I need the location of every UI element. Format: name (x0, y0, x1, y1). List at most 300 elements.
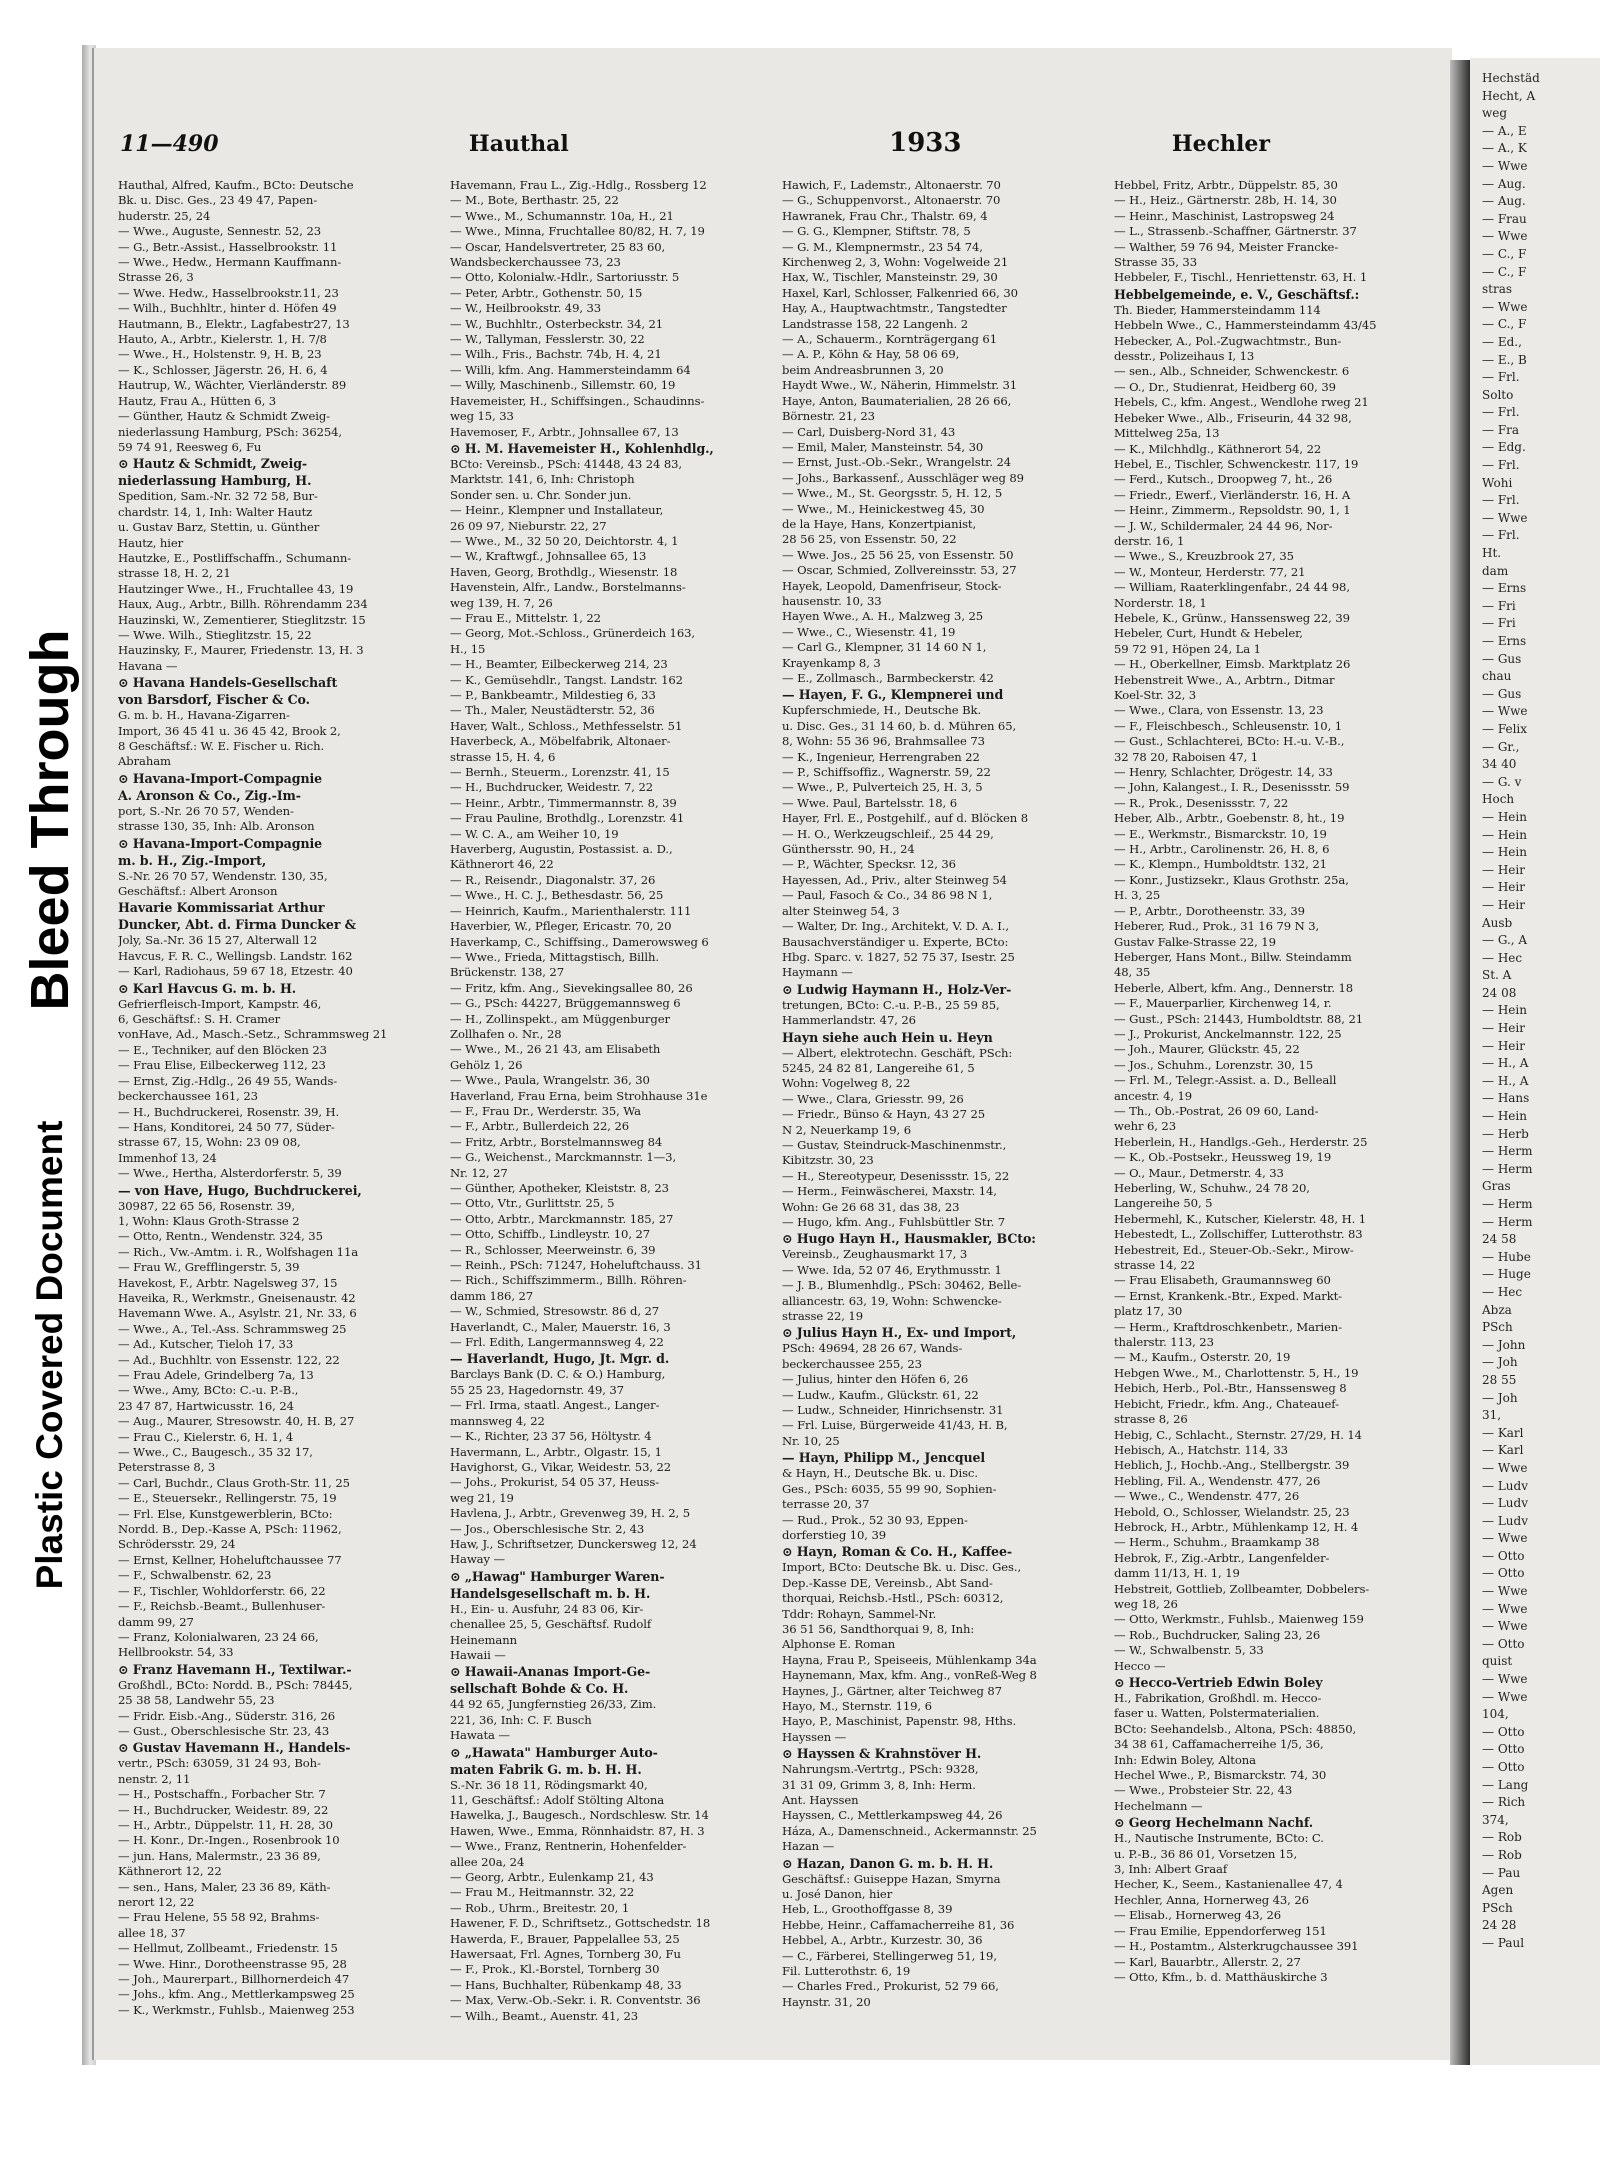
directory-entry-line: — P., Bankbeamtr., Mildestieg 6, 33 (450, 688, 656, 702)
facing-page-line: 34 40 (1482, 757, 1517, 772)
directory-entry-line: — Wwe., C., Baugesch., 35 32 17, (118, 1445, 313, 1460)
facing-page-line: — Herm (1482, 1197, 1533, 1211)
directory-entry-line: — O., Dr., Studienrat, Heidberg 60, 39 (1114, 379, 1336, 394)
directory-entry-line: 59 74 91, Reesweg 6, Fu (118, 439, 262, 454)
bleed-through-label: Bleed Through (20, 629, 80, 1011)
directory-entry-line: Nordd. B., Dep.-Kasse A, PSch: 11962, (118, 1522, 342, 1537)
directory-entry-line: H., Ein- u. Ausfuhr, 24 83 06, Kir- (450, 1601, 644, 1616)
facing-page-line: — Lang (1482, 1777, 1529, 1792)
facing-page-line: — Pau (1482, 1865, 1521, 1880)
directory-entry-line: Hautrup, W., Wächter, Vierländerstr. 89 (118, 378, 347, 393)
directory-entry-line: — K., Ob.-Postsekr., Heussweg 19, 19 (1114, 1150, 1332, 1165)
facing-page-line: Abza (1482, 1302, 1512, 1317)
directory-entry-line: ⊙ Gustav Havemann H., Handels- (118, 1740, 351, 1756)
directory-entry-line: H., 15 (450, 641, 486, 656)
directory-entry-line: — F., Schwalbenstr. 62, 23 (118, 1568, 272, 1583)
directory-entry-line: Hautzke, E., Postliffschaffn., Schumann- (118, 550, 352, 565)
directory-entry-line: — Fridr. Eisb.-Ang., Süderstr. 316, 26 (118, 1708, 336, 1723)
directory-entry-line: Norderstr. 18, 1 (1114, 595, 1207, 610)
directory-entry-line: — Frau C., Kielerstr. 6, H. 1, 4 (118, 1429, 294, 1444)
directory-entry-line: — Wwe. Ida, 52 07 46, Erythmusstr. 1 (782, 1262, 1002, 1277)
directory-entry-line: Hay, A., Hauptwachtmstr., Tangstedter (782, 301, 1007, 316)
facing-page-line: 24 08 (1482, 985, 1517, 1000)
directory-entry-line: 48, 35 (1114, 965, 1151, 980)
directory-entry-line: ⊙ Hawaii-Ananas Import-Ge- (450, 1664, 651, 1680)
directory-entry-line: — H., Buchdruckerei, Rosenstr. 39, H. (118, 1104, 340, 1119)
directory-entry-line: 25 38 58, Landwehr 55, 23 (118, 1693, 275, 1708)
facing-page-line: — Heir (1482, 1038, 1525, 1053)
facing-page-line: — Otto (1482, 1742, 1525, 1757)
facing-page-line: — G. v (1482, 774, 1522, 789)
directory-entry-line: Havcus, F. R. C., Wellingsb. Landstr. 162 (118, 948, 353, 963)
facing-page-line: — Herb (1482, 1126, 1529, 1141)
directory-entry-line: ⊙ Ludwig Haymann H., Holz-Ver- (782, 981, 1012, 997)
directory-entry-line: — Jos., Schuhm., Lorenzstr. 30, 15 (1114, 1057, 1314, 1072)
directory-entry-line: Hecher, K., Seem., Kastanienallee 47, 4 (1114, 1877, 1343, 1892)
directory-entry-line: Haw, J., Schriftsetzer, Dunckersweg 12, 24 (450, 1536, 697, 1551)
facing-page-line: — Heir (1482, 897, 1525, 912)
directory-entry-line: — W., Tallyman, Fesslerstr. 30, 22 (450, 332, 645, 347)
directory-entry-line: Hecco — (1114, 1658, 1166, 1673)
directory-entry-line: Abraham (118, 754, 171, 769)
directory-entry-line: — Th., Maler, Neustädterstr. 52, 36 (450, 703, 655, 718)
directory-entry-line: — J. W., Schildermaler, 24 44 96, Nor- (1114, 518, 1333, 533)
directory-entry-line: — P., Wächter, Specksr. 12, 36 (782, 857, 956, 872)
directory-entry-line: nenstr. 2, 11 (118, 1771, 191, 1786)
directory-entry-line: strasse 130, 35, Inh: Alb. Aronson (118, 819, 315, 834)
header-right-keyword: Hechler (1171, 131, 1270, 157)
directory-entry-line: — Heinr., Maschinist, Lastropsweg 24 (1114, 208, 1335, 223)
directory-entry-line: — Frl. Luise, Bürgerweide 41/43, H. B, (782, 1418, 1008, 1433)
facing-page-line: — Herm (1482, 1214, 1533, 1229)
facing-page-line: — Wwe (1482, 704, 1528, 719)
directory-entry-line: ancestr. 4, 19 (1114, 1088, 1193, 1103)
facing-page-line: chau (1482, 669, 1512, 684)
directory-entry-line: Hayn siehe auch Hein u. Heyn (782, 1029, 993, 1045)
directory-entry-line: Krayenkamp 8, 3 (782, 655, 881, 670)
directory-entry-line: S.-Nr. 26 70 57, Wendenstr. 130, 35, (118, 868, 328, 883)
directory-entry-line: — Rud., Prok., 52 30 93, Eppen- (782, 1512, 968, 1527)
directory-entry-line: G. m. b. H., Havana-Zigarren- (118, 708, 290, 723)
facing-page-line: Hoch (1482, 792, 1515, 807)
directory-entry-line: — Wwe. Paul, Bartelsstr. 18, 6 (782, 795, 957, 810)
directory-entry-line: Handelsgesellschaft m. b. H. (450, 1585, 651, 1601)
facing-page-line: — Wwe (1482, 1584, 1528, 1599)
directory-entry-line: PSch: 49694, 28 26 67, Wands- (782, 1341, 963, 1356)
directory-entry-line: Hayek, Leopold, Damenfriseur, Stock- (782, 578, 1002, 593)
directory-entry-line: Fil. Lutterothstr. 6, 19 (782, 1964, 911, 1979)
directory-entry-line: Hayo, P., Maschinist, Papenstr. 98, Hths. (782, 1714, 1017, 1729)
facing-page-line: 28 55 (1482, 1372, 1517, 1387)
directory-entry-line: Hautzinger Wwe., H., Fruchtallee 43, 19 (118, 581, 354, 596)
facing-page-line: — Heir (1482, 880, 1525, 895)
directory-entry-line: — Ludw., Kaufm., Glückstr. 61, 22 (782, 1387, 979, 1402)
directory-entry-line: platz 17, 30 (1114, 1304, 1183, 1319)
directory-entry-line: Großhdl., BCto: Nordd. B., PSch: 78445, (118, 1677, 353, 1692)
directory-entry-line: Zollhafen o. Nr., 28 (450, 1026, 562, 1041)
directory-entry-line: strasse 14, 22 (1114, 1258, 1195, 1273)
directory-entry-line: N 2, Neuerkamp 19, 6 (782, 1122, 911, 1137)
directory-entry-line: u. Disc. Ges., 31 14 60, b. d. Mühren 65, (782, 718, 1017, 733)
directory-entry-line: Hebenstreit Wwe., A., Arbtrn., Ditmar (1114, 672, 1335, 687)
directory-entry-line: Wohn: Ge 26 68 31, das 38, 23 (782, 1199, 960, 1214)
directory-entry-line: Peterstrasse 8, 3 (118, 1460, 216, 1475)
facing-page-line: Gras (1482, 1179, 1511, 1194)
directory-entry-line: Havemeister, H., Schiffsingen., Schaudinns- (450, 393, 705, 408)
directory-entry-line: — Frl. M., Telegr.-Assist. a. D., Belleall (1114, 1073, 1337, 1088)
directory-entry-line: — K., Klempn., Humboldtstr. 132, 21 (1114, 857, 1327, 872)
directory-entry-line: — M., Kaufm., Osterstr. 20, 19 (1114, 1350, 1291, 1365)
directory-entry-line: Havemoser, F., Arbtr., Johnsallee 67, 13 (450, 424, 679, 439)
directory-entry-line: ⊙ Franz Havemann H., Textilwar.- (118, 1661, 352, 1677)
directory-entry-line: u. Gustav Barz, Stettin, u. Günther (118, 520, 320, 535)
directory-entry-line: 59 72 91, Höpen 24, La 1 (1114, 641, 1261, 656)
directory-entry-line: — Ferd., Kutsch., Droopweg 7, ht., 26 (1114, 472, 1333, 487)
directory-entry-line: Nr. 12, 27 (450, 1165, 508, 1180)
directory-entry-line: Havarie Kommissariat Arthur (118, 900, 325, 916)
directory-entry-line: beim Andreasbrunnen 3, 20 (782, 362, 944, 377)
directory-entry-line: Hayssen — (782, 1729, 847, 1744)
directory-entry-line: Käthnerort 12, 22 (118, 1864, 222, 1879)
directory-entry-line: — Wwe., Probsteier Str. 22, 43 (1114, 1783, 1293, 1798)
facing-page-line: — Wwe (1482, 1619, 1528, 1634)
directory-entry-line: de la Haye, Hans, Konzertpianist, (782, 516, 977, 531)
directory-entry-line: ⊙ „Hawata" Hamburger Auto- (450, 1744, 658, 1760)
directory-entry-line: — Gust., PSch: 21443, Humboldtstr. 88, 21 (1114, 1011, 1364, 1026)
directory-entry-line: Heberle, Albert, kfm. Ang., Dennerstr. 18 (1114, 980, 1354, 995)
directory-entry-line: Heberlein, H., Handlgs.-Geh., Herderstr. 25 (1114, 1134, 1368, 1149)
directory-entry-line: Mittelweg 25a, 13 (1114, 426, 1220, 441)
directory-entry-line: A. Aronson & Co., Zig.-Im- (118, 787, 301, 803)
directory-entry-line: wehr 6, 23 (1114, 1119, 1176, 1134)
directory-entry-line: 6, Geschäftsf.: S. H. Cramer (118, 1012, 281, 1027)
directory-entry-line: Haux, Aug., Arbtr., Billh. Röhrendamm 234 (118, 597, 368, 612)
directory-entry-line: Hebeker Wwe., Alb., Friseurin, 44 32 98, (1114, 410, 1352, 425)
directory-entry-line: Heinemann (450, 1632, 517, 1647)
directory-entry-line: — G., Weichenst., Marckmannstr. 1—3, (450, 1150, 677, 1165)
facing-page-line: — Wwe (1482, 158, 1528, 173)
directory-entry-line: — E., Werkmstr., Bismarckstr. 10, 19 (1114, 826, 1327, 841)
facing-page-line: stras (1482, 282, 1513, 297)
directory-entry-line: — Wwe., M., 26 21 43, am Elisabeth (450, 1042, 661, 1057)
directory-entry-line: Hebisch, A., Hatchstr. 114, 33 (1114, 1442, 1288, 1457)
directory-entry-line: Hebold, O., Schlosser, Wielandstr. 25, 23 (1114, 1504, 1350, 1519)
directory-entry-line: ⊙ „Hawag" Hamburger Waren- (450, 1568, 665, 1584)
directory-entry-line: Hayer, Frl. E., Postgehilf., auf d. Blöcken 8 (782, 811, 1029, 826)
directory-entry-line: Hayen Wwe., A. H., Malzweg 3, 25 (782, 609, 984, 624)
directory-entry-line: Hax, W., Tischler, Mansteinstr. 29, 30 (782, 270, 998, 285)
directory-entry-line: — K., Richter, 23 37 56, Höltystr. 4 (450, 1429, 652, 1444)
directory-entry-line: — K., Schlosser, Jägerstr. 26, H. 6, 4 (118, 362, 328, 377)
directory-entry-line: — Wwe. Wilh., Stieglitzstr. 15, 22 (118, 627, 312, 642)
directory-entry-line: — K., Ingenieur, Herrengraben 22 (782, 749, 980, 764)
directory-entry-line: — Charles Fred., Prokurist, 52 79 66, (782, 1979, 999, 1994)
facing-page-line: St. A (1482, 968, 1512, 983)
directory-entry-line: — Ernst, Krankenk.-Btr., Exped. Markt- (1114, 1288, 1343, 1303)
facing-page-line: — Hube (1482, 1249, 1531, 1264)
directory-entry-line: faser u. Watten, Polstermaterialien. (1114, 1706, 1320, 1721)
directory-entry-line: Immenhof 13, 24 (118, 1150, 217, 1165)
facing-page-line: — Hein (1482, 827, 1527, 842)
directory-entry-line: Hebrock, H., Arbtr., Mühlenkamp 12, H. 4 (1114, 1519, 1359, 1534)
facing-page-line: — Huge (1482, 1267, 1531, 1282)
facing-page-line: — Wwe (1482, 1531, 1528, 1546)
directory-entry-line: — Ernst, Zig.-Hdlg., 26 49 55, Wands- (118, 1073, 338, 1088)
directory-entry-line: — Friedr., Bünso & Hayn, 43 27 25 (782, 1107, 985, 1122)
directory-entry-line: BCto: Vereinsb., PSch: 41448, 43 24 83, (450, 456, 682, 471)
directory-entry-line: — A., Schauerm., Kornträgergang 61 (782, 332, 997, 347)
directory-entry-line: — Hayn, Philipp M., Jencquel (782, 1450, 986, 1466)
directory-entry-line: — W., Schmied, Stresowstr. 86 d, 27 (450, 1304, 660, 1319)
directory-entry-line: — Ad., Kutscher, Tieloh 17, 33 (118, 1337, 294, 1352)
directory-entry-line: — P., Schiffsoffiz., Wagnerstr. 59, 22 (782, 765, 991, 780)
directory-entry-line: Hebig, C., Schlacht., Sternstr. 27/29, H. 14 (1114, 1427, 1362, 1442)
facing-page-line: Agen (1482, 1883, 1514, 1898)
directory-entry-line: Hebbel, A., Arbtr., Kurzestr. 30, 36 (782, 1933, 983, 1948)
facing-page-line: 24 28 (1482, 1918, 1517, 1933)
directory-column-3 (782, 178, 1104, 2048)
facing-page-line: Hecht, A (1482, 88, 1536, 103)
directory-entry-line: — W., Heilbrookstr. 49, 33 (450, 301, 602, 316)
facing-page-line: — Wwe (1482, 1672, 1528, 1687)
directory-entry-line: ⊙ Hazan, Danon G. m. b. H. H. (782, 1855, 994, 1871)
directory-entry-line: Tddr: Rohayn, Sammel-Nr. (782, 1606, 937, 1621)
directory-entry-line: — von Have, Hugo, Buchdruckerei, (118, 1182, 362, 1198)
directory-entry-line: Hauto, A., Arbtr., Kielerstr. 1, H. 7/8 (118, 332, 327, 347)
directory-entry-line: port, S.-Nr. 26 70 57, Wenden- (118, 803, 294, 818)
directory-entry-line: — Herm., Schuhm., Braamkamp 38 (1114, 1535, 1320, 1550)
directory-entry-line: — Frau M., Heitmannstr. 32, 22 (450, 1885, 635, 1900)
directory-entry-line: Hauzinski, W., Zementierer, Stieglitzstr. 15 (118, 612, 366, 627)
directory-entry-line: 1, Wohn: Klaus Groth-Strasse 2 (118, 1213, 300, 1228)
facing-page-line: — Paul (1482, 1935, 1525, 1950)
directory-entry-line: ⊙ Julius Hayn H., Ex- und Import, (782, 1325, 1017, 1341)
facing-page-line: — Felix (1482, 721, 1528, 736)
facing-page-line: weg (1482, 106, 1508, 121)
directory-entry-line: — Wwe., S., Kreuzbrook 27, 35 (1114, 549, 1294, 564)
directory-entry-line: — Wwe., Amy, BCto: C.-u. P.-B., (118, 1383, 299, 1398)
directory-entry-line: — Heinr., Klempner und Installateur, (450, 503, 664, 518)
directory-entry-line: alter Steinweg 54, 3 (782, 903, 900, 918)
directory-entry-line: — K., Milchhdlg., Käthnerort 54, 22 (1114, 441, 1322, 456)
facing-page-line: — Frl. (1482, 458, 1520, 473)
facing-page-line: — Joh (1482, 1355, 1518, 1370)
directory-entry-line: — Gust., Oberschlesische Str. 23, 43 (118, 1723, 330, 1738)
directory-entry-line: — Jos., Oberschlesische Str. 2, 43 (450, 1521, 645, 1536)
directory-entry-line: — John, Kalangest., I. R., Desenissstr. 59 (1114, 780, 1350, 795)
directory-entry-line: — F., Arbtr., Bullerdeich 22, 26 (450, 1119, 630, 1134)
directory-entry-line: — Frl. Else, Kunstgewerblerin, BCto: (118, 1506, 333, 1521)
directory-entry-line: — R., Prok., Desenissstr. 7, 22 (1114, 795, 1289, 810)
directory-entry-line: — Frau E., Mittelstr. 1, 22 (450, 610, 601, 625)
directory-entry-line: — Fritz, Arbtr., Borstelmannsweg 84 (450, 1134, 663, 1149)
directory-entry-line: damm 186, 27 (450, 1288, 534, 1303)
facing-page-line: — Joh (1482, 1390, 1518, 1405)
facing-page-line: — Wwe (1482, 1689, 1528, 1704)
directory-entry-line: Haveika, R., Werkmstr., Gneisenaustr. 42 (118, 1290, 356, 1305)
directory-entry-line: Havenstein, Alfr., Landw., Borstelmanns- (450, 580, 686, 595)
facing-page-line: — Herm (1482, 1144, 1533, 1159)
directory-entry-line: 31 31 09, Grimm 3, 8, Inh: Herm. (782, 1777, 976, 1792)
facing-page-line: Hechstäd (1482, 71, 1540, 85)
facing-page-line: — Karl (1482, 1425, 1524, 1440)
directory-entry-line: — H., Heiz., Gärtnerstr. 28b, H. 14, 30 (1114, 193, 1337, 208)
directory-entry-line: Wohn: Vogelweg 8, 22 (782, 1076, 911, 1091)
directory-entry-line: — Friedr., Ewerf., Vierländerstr. 16, H. A (1114, 487, 1351, 502)
facing-page-line: — E., B (1482, 352, 1527, 367)
directory-entry-line: — Otto, Kolonialw.-Hdlr., Sartoriusstr. 5 (450, 270, 680, 285)
directory-entry-line: — Hugo, kfm. Ang., Fuhlsbüttler Str. 7 (782, 1215, 1006, 1229)
directory-entry-line: Duncker, Abt. d. Firma Duncker & (118, 917, 356, 933)
directory-entry-line: Heb, L., Groothoffgasse 8, 39 (782, 1902, 953, 1917)
directory-entry-line: Dep.-Kasse DE, Vereinsb., Abt Sand- (782, 1575, 993, 1590)
directory-entry-line: — Hans, Buchhalter, Rübenkamp 48, 33 (450, 1977, 682, 1992)
directory-entry-line: Hawelka, J., Baugesch., Nordschlesw. Str. 14 (450, 1808, 709, 1823)
page-number: 11—490 (120, 131, 219, 157)
directory-entry-line: 8 Geschäftsf.: W. E. Fischer u. Rich. (118, 739, 325, 753)
facing-page-line: — Ed., (1482, 334, 1522, 349)
directory-entry-line: Hebrok, F., Zig.-Arbtr., Langenfelder- (1114, 1550, 1330, 1565)
directory-entry-line: — Joh., Maurer, Glückstr. 45, 22 (1114, 1042, 1300, 1057)
directory-entry-line: H. 3, 25 (1114, 888, 1161, 903)
directory-entry-line: Hechel Wwe., P., Bismarckstr. 74, 30 (1114, 1768, 1327, 1783)
directory-entry-line: Gehölz 1, 26 (450, 1057, 523, 1072)
directory-entry-line: — Wwe., C., Wiesenstr. 41, 19 (782, 624, 956, 639)
directory-entry-line: Havekost, F., Arbtr. Nagelsweg 37, 15 (118, 1275, 338, 1290)
directory-entry-line: strasse 8, 26 (1114, 1412, 1188, 1427)
facing-page-line: — Otto (1482, 1636, 1525, 1651)
directory-entry-line: weg 139, H. 7, 26 (450, 595, 553, 610)
directory-entry-line: — H., Beamter, Eilbeckerweg 214, 23 (450, 657, 668, 672)
directory-entry-line: — Otto, Schiffb., Lindleystr. 10, 27 (450, 1227, 651, 1242)
directory-entry-line: Hauzinsky, F., Maurer, Friedenstr. 13, H. 3 (118, 643, 364, 658)
directory-entry-line: — H., Postamtm., Alsterkrugchaussee 391 (1114, 1939, 1359, 1954)
directory-entry-line: — Th., Ob.-Postrat, 26 09 60, Land- (1114, 1103, 1319, 1118)
directory-entry-line: BCto: Seehandelsb., Altona, PSch: 48850, (1114, 1721, 1357, 1736)
directory-entry-line: — Elisab., Hornerweg 43, 26 (1114, 1908, 1282, 1923)
directory-entry-line: — Aug., Maurer, Stresowstr. 40, H. B, 27 (118, 1414, 355, 1429)
directory-entry-line: 221, 36, Inh: C. F. Busch (450, 1712, 592, 1727)
directory-entry-line: Haynstr. 31, 20 (782, 1994, 871, 2009)
directory-entry-line: Hauthal, Alfred, Kaufm., BCto: Deutsche (118, 178, 354, 192)
directory-entry-line: weg 15, 33 (450, 409, 514, 424)
directory-entry-line: Inh: Edwin Boley, Altona (1114, 1752, 1256, 1767)
directory-entry-line: thorquai, Reichsb.-Hstl., PSch: 60312, (782, 1591, 1004, 1606)
directory-entry-line: Bausachverständiger u. Experte, BCto: (782, 934, 1009, 949)
facing-page-line: — Heir (1482, 1021, 1525, 1036)
directory-entry-line: Börnestr. 21, 23 (782, 409, 875, 424)
directory-entry-line: — Wwe., Clara, Griesstr. 99, 26 (782, 1091, 964, 1106)
directory-entry-line: Kirchenweg 2, 3, Wohn: Vogelweide 21 (782, 255, 1009, 270)
directory-entry-line: Havemann, Frau L., Zig.-Hdlg., Rossberg 12 (450, 178, 707, 192)
directory-entry-line: — Walter, Dr. Ing., Architekt, V. D. A. I., (782, 919, 1009, 934)
directory-entry-line: von Barsdorf, Fischer & Co. (118, 692, 310, 708)
directory-entry-line: terrasse 20, 37 (782, 1497, 870, 1512)
book-gutter (1450, 60, 1470, 2065)
directory-entry-line: — Wwe., M., Heinickestweg 45, 30 (782, 501, 985, 516)
directory-entry-line: weg 18, 26 (1114, 1596, 1178, 1611)
directory-entry-line: — Johs., kfm. Ang., Mettlerkampsweg 25 (118, 1987, 355, 2002)
directory-entry-line: — Wilh., Fris., Bachstr. 74b, H. 4, 21 (450, 347, 662, 362)
directory-entry-line: — Hellmut, Zollbeamt., Friedenstr. 15 (118, 1941, 338, 1956)
directory-entry-line: — G. M., Klempnermstr., 23 54 74, (782, 239, 983, 254)
directory-entry-line: tretungen, BCto: C.-u. P.-B., 25 59 85, (782, 997, 1000, 1012)
directory-entry-line: ⊙ Hayn, Roman & Co. H., Kaffee- (782, 1544, 1013, 1560)
facing-page-line: 24 58 (1482, 1232, 1517, 1247)
directory-entry-line: Haway — (450, 1552, 505, 1567)
directory-entry-line: — Willy, Maschinenb., Sillemstr. 60, 19 (450, 378, 676, 393)
directory-entry-line: — Carl, Duisberg-Nord 31, 43 (782, 424, 956, 439)
directory-entry-line: 34 38 61, Caffamacherreihe 1/5, 36, (1114, 1737, 1324, 1752)
directory-entry-line: — Wwe. Hinr., Dorotheenstrasse 95, 28 (118, 1956, 347, 1971)
directory-entry-line: — Heinrich, Kaufm., Marienthalerstr. 111 (450, 903, 692, 918)
facing-page-line: PSch (1482, 1900, 1513, 1915)
facing-page-line: — Ludv (1482, 1513, 1528, 1528)
directory-entry-line: — Gustav, Steindruck-Maschinenmstr., (782, 1137, 1007, 1152)
directory-entry-line: — Wilh., Buchhltr., hinter d. Höfen 49 (118, 301, 337, 316)
facing-page-line: — Gus (1482, 651, 1522, 666)
facing-page-line: dam (1482, 563, 1509, 578)
directory-entry-line: Haye, Anton, Baumaterialien, 28 26 66, (782, 393, 1012, 408)
directory-entry-line: Hebbe, Heinr., Caffamacherreihe 81, 36 (782, 1917, 1015, 1932)
directory-entry-line: — Frau Adele, Grindelberg 7a, 13 (118, 1368, 314, 1382)
directory-entry-line: — Ad., Buchhltr. von Essenstr. 122, 22 (118, 1352, 340, 1367)
directory-entry-line: — Wilh., Beamt., Auenstr. 41, 23 (450, 2008, 639, 2023)
facing-page-line: — Wwe (1482, 1601, 1528, 1616)
directory-entry-line: desstr., Polizeihaus I, 13 (1114, 349, 1255, 364)
directory-entry-line: — Georg, Arbtr., Eulenkamp 21, 43 (450, 1870, 654, 1885)
directory-column-4 (1114, 178, 1436, 2048)
facing-page-line: Solto (1482, 387, 1514, 402)
directory-entry-line: Hebeler, Curt, Hundt & Hebeler, (1114, 626, 1303, 641)
directory-entry-line: ⊙ Hugo Hayn H., Hausmakler, BCto: (782, 1231, 1036, 1247)
directory-entry-line: Hebling, Fil. A., Wendenstr. 477, 26 (1114, 1473, 1321, 1488)
facing-page-line: — Hec (1482, 950, 1523, 965)
directory-entry-line: ⊙ Georg Hechelmann Nachf. (1114, 1815, 1313, 1831)
directory-entry-line: — Hans, Konditorei, 24 50 77, Süder- (118, 1119, 335, 1134)
directory-entry-line: — Wwe., H. C. J., Bethesdastr. 56, 25 (450, 888, 664, 903)
directory-entry-line: — Günther, Apotheker, Kleiststr. 8, 23 (450, 1181, 669, 1195)
directory-entry-line: — P., Arbtr., Dorotheenstr. 33, 39 (1114, 903, 1305, 918)
directory-entry-line: Ges., PSch: 6035, 55 99 90, Sophien- (782, 1481, 997, 1496)
facing-page-line: quist (1482, 1654, 1513, 1669)
facing-page-line: — Frl. (1482, 493, 1520, 508)
directory-entry-line: — Wwe. Hedw., Hasselbrookstr.11, 23 (118, 285, 339, 300)
directory-entry-line: — Wwe., P., Pulverteich 25, H. 3, 5 (782, 780, 983, 795)
directory-entry-line: — H., Postschaffn., Forbacher Str. 7 (118, 1787, 326, 1802)
directory-entry-line: — Wwe., Auguste, Sennestr. 52, 23 (118, 224, 322, 239)
directory-entry-line: 55 25 23, Hagedornstr. 49, 37 (450, 1382, 624, 1397)
directory-entry-line: — Max, Verw.-Ob.-Sekr. i. R. Conventstr. 36 (450, 1993, 701, 2008)
directory-entry-line: Th. Bieder, Hammersteindamm 114 (1114, 302, 1321, 317)
header-year: 1933 (889, 128, 962, 158)
directory-entry-line: — Julius, hinter den Höfen 6, 26 (782, 1372, 969, 1387)
directory-entry-line: — Wwe., M., St. Georgsstr. 5, H. 12, 5 (782, 486, 1003, 501)
directory-entry-line: — H., Oberkellner, Eimsb. Marktplatz 26 (1114, 657, 1351, 672)
directory-entry-line: Landstrasse 158, 22 Langenh. 2 (782, 316, 968, 331)
directory-entry-line: — Frau Elise, Eilbeckerweg 112, 23 (118, 1058, 326, 1073)
directory-entry-line: — Otto, Rentn., Wendenstr. 324, 35 (118, 1229, 323, 1244)
directory-entry-line: Hebermehl, K., Kutscher, Kielerstr. 48, H. 1 (1114, 1211, 1367, 1226)
bottom-margin (0, 2065, 1600, 2177)
directory-columns (118, 178, 1440, 2048)
facing-page-line: — Otto (1482, 1760, 1525, 1774)
facing-page-line: — A., E (1482, 123, 1527, 138)
directory-entry-line: Hebbeler, F., Tischl., Henriettenstr. 63, H. 1 (1114, 270, 1368, 285)
facing-page-line: — Ludv (1482, 1478, 1528, 1493)
directory-entry-line: — Rob., Uhrm., Breitestr. 20, 1 (450, 1900, 630, 1915)
facing-page-line: — Gus (1482, 686, 1522, 701)
